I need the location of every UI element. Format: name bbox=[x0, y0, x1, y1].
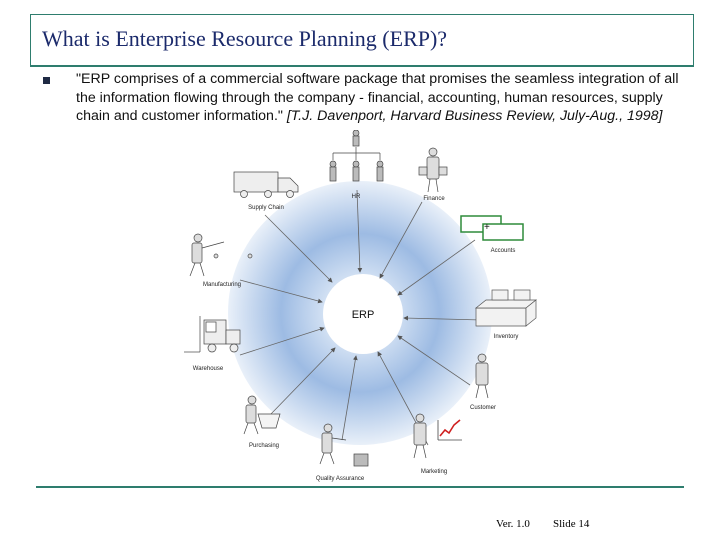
bullet-marker bbox=[43, 77, 50, 84]
box-icon bbox=[354, 454, 368, 466]
frame-right-line bbox=[693, 14, 694, 66]
erp-center-label: ERP bbox=[351, 309, 375, 321]
bullet-text bbox=[76, 70, 691, 126]
label-purchasing: Purchasing bbox=[248, 443, 280, 449]
person-icon bbox=[419, 148, 447, 192]
footer-version: Ver. 1.0 bbox=[496, 518, 530, 530]
label-customer: Customer bbox=[469, 405, 497, 411]
svg-text:+: + bbox=[484, 222, 490, 233]
footer-slide-number: Slide 14 bbox=[553, 518, 590, 530]
label-manufacturing: Manufacturing bbox=[202, 282, 242, 288]
label-quality-assurance: Quality Assurance bbox=[315, 476, 365, 482]
label-marketing: Marketing bbox=[420, 469, 448, 475]
erp-diagram bbox=[170, 130, 550, 490]
frame-left-line bbox=[30, 14, 31, 66]
label-inventory: Inventory bbox=[493, 334, 519, 340]
label-accounts: Accounts bbox=[490, 248, 516, 254]
money-bills-icon bbox=[461, 216, 523, 240]
frame-top-line bbox=[30, 14, 694, 15]
quote-text: "ERP comprises of a commercial software package that promises the seamless integration of all the information flowing through the company - financial, accounting, human resources, supply chain and customer information." bbox=[76, 71, 679, 124]
slide-title: What is Enterprise Resource Planning (ERP)? bbox=[42, 26, 448, 51]
label-finance: Finance bbox=[423, 196, 445, 202]
label-hr: HR bbox=[351, 194, 361, 200]
truck-icon bbox=[234, 172, 298, 198]
title-rule bbox=[30, 65, 694, 67]
footer-rule bbox=[36, 486, 684, 488]
label-warehouse: Warehouse bbox=[192, 366, 224, 372]
label-supply-chain: Supply Chain bbox=[248, 205, 284, 211]
org-chart-icon bbox=[330, 130, 383, 181]
chart-icon bbox=[438, 420, 462, 440]
citation-text: [T.J. Davenport, Harvard Business Review, July-Aug., 1998] bbox=[286, 108, 663, 124]
